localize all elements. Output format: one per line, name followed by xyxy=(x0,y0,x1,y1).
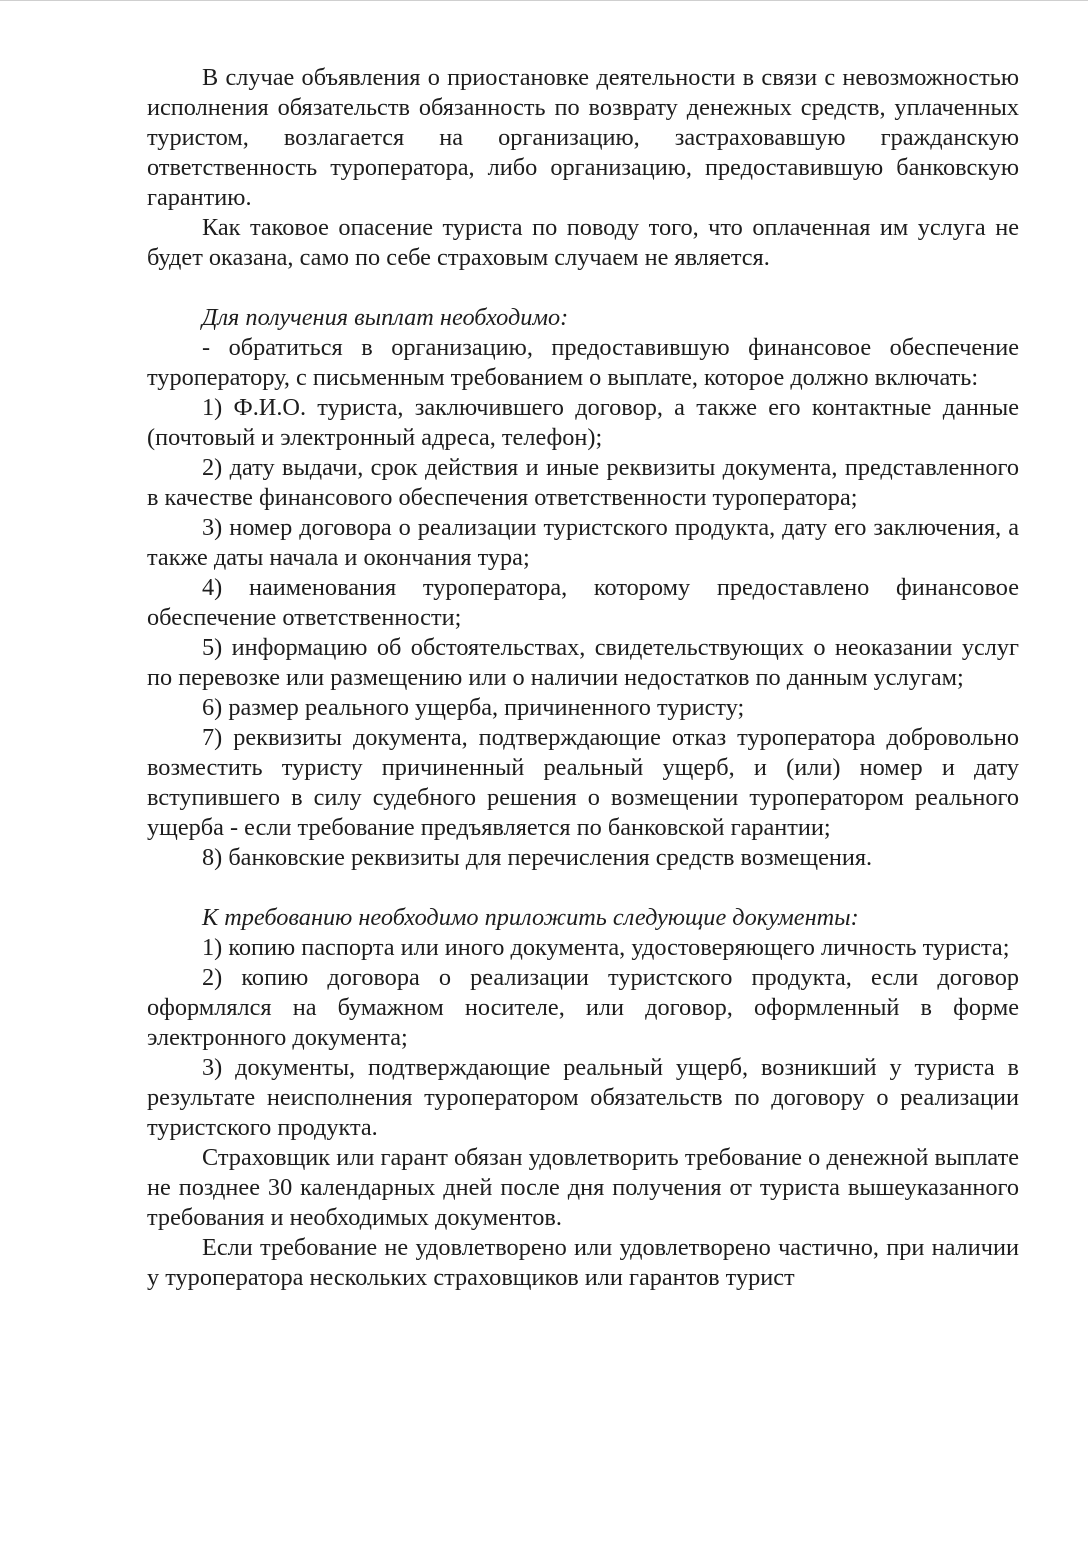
payout-section-intro: - обратиться в организацию, предоставившую финансовое обеспечение туроператору, с письменным требованием о выплате, которое должно включать: xyxy=(147,334,1019,391)
documents-section-heading: К требованию необходимо приложить следующие документы: xyxy=(202,904,859,931)
list-item: 1) копию паспорта или иного документа, удостоверяющего личность туриста; xyxy=(202,934,1010,961)
paragraph-suspension-refund: В случае объявления о приостановке деятельности в связи с невозможностью исполнения обязательств обязанность по возврату денежных средств, уплаченных туристом, возлагается на организацию, застраховавшую гражданскую ответственность туроператора, либо организацию, предоставившую банковскую гарантию. xyxy=(147,64,1019,211)
list-item: 7) реквизиты документа, подтверждающие отказ туроператора добровольно возместить туристу причиненный реальный ущерб, и (или) номер и дату вступившего в силу судебного решения о возмещении туроператором реального ущерба - если требование предъявляется по банковской гарантии; xyxy=(147,724,1019,841)
list-item: 2) дату выдачи, срок действия и иные реквизиты документа, представленного в качестве финансового обеспечения ответственности туроператора; xyxy=(147,454,1019,511)
paragraph-partial-satisfaction: Если требование не удовлетворено или удовлетворено частично, при наличии у туроператора нескольких страховщиков или гарантов турист xyxy=(147,1234,1019,1291)
document-body xyxy=(147,63,1019,1293)
payout-section-heading: Для получения выплат необходимо: xyxy=(202,304,569,331)
paragraph-payout-deadline: Страховщик или гарант обязан удовлетворить требование о денежной выплате не позднее 30 календарных дней после дня получения от туриста вышеуказанного требования и необходимых документов. xyxy=(147,1144,1019,1231)
list-item: 8) банковские реквизиты для перечисления средств возмещения. xyxy=(202,844,873,871)
list-item: 2) копию договора о реализации туристского продукта, если договор оформлялся на бумажном носителе, или договор, оформленный в форме электронного документа; xyxy=(147,964,1019,1051)
list-item: 3) документы, подтверждающие реальный ущерб, возникший у туриста в результате неисполнения туроператором обязательств по договору о реализации туристского продукта. xyxy=(147,1054,1019,1141)
list-item: 6) размер реального ущерба, причиненного туристу; xyxy=(202,694,745,721)
list-item: 3) номер договора о реализации туристского продукта, дату его заключения, а также даты начала и окончания тура; xyxy=(147,514,1019,571)
list-item: 4) наименования туроператора, которому предоставлено финансовое обеспечение ответственности; xyxy=(147,574,1019,631)
paragraph-not-insured-event: Как таковое опасение туриста по поводу того, что оплаченная им услуга не будет оказана, само по себе страховым случаем не является. xyxy=(147,214,1019,271)
list-item: 5) информацию об обстоятельствах, свидетельствующих о неоказании услуг по перевозке или размещению или о наличии недостатков по данным услугам; xyxy=(147,634,1019,691)
list-item: 1) Ф.И.О. туриста, заключившего договор, а также его контактные данные (почтовый и электронный адреса, телефон); xyxy=(147,394,1019,451)
